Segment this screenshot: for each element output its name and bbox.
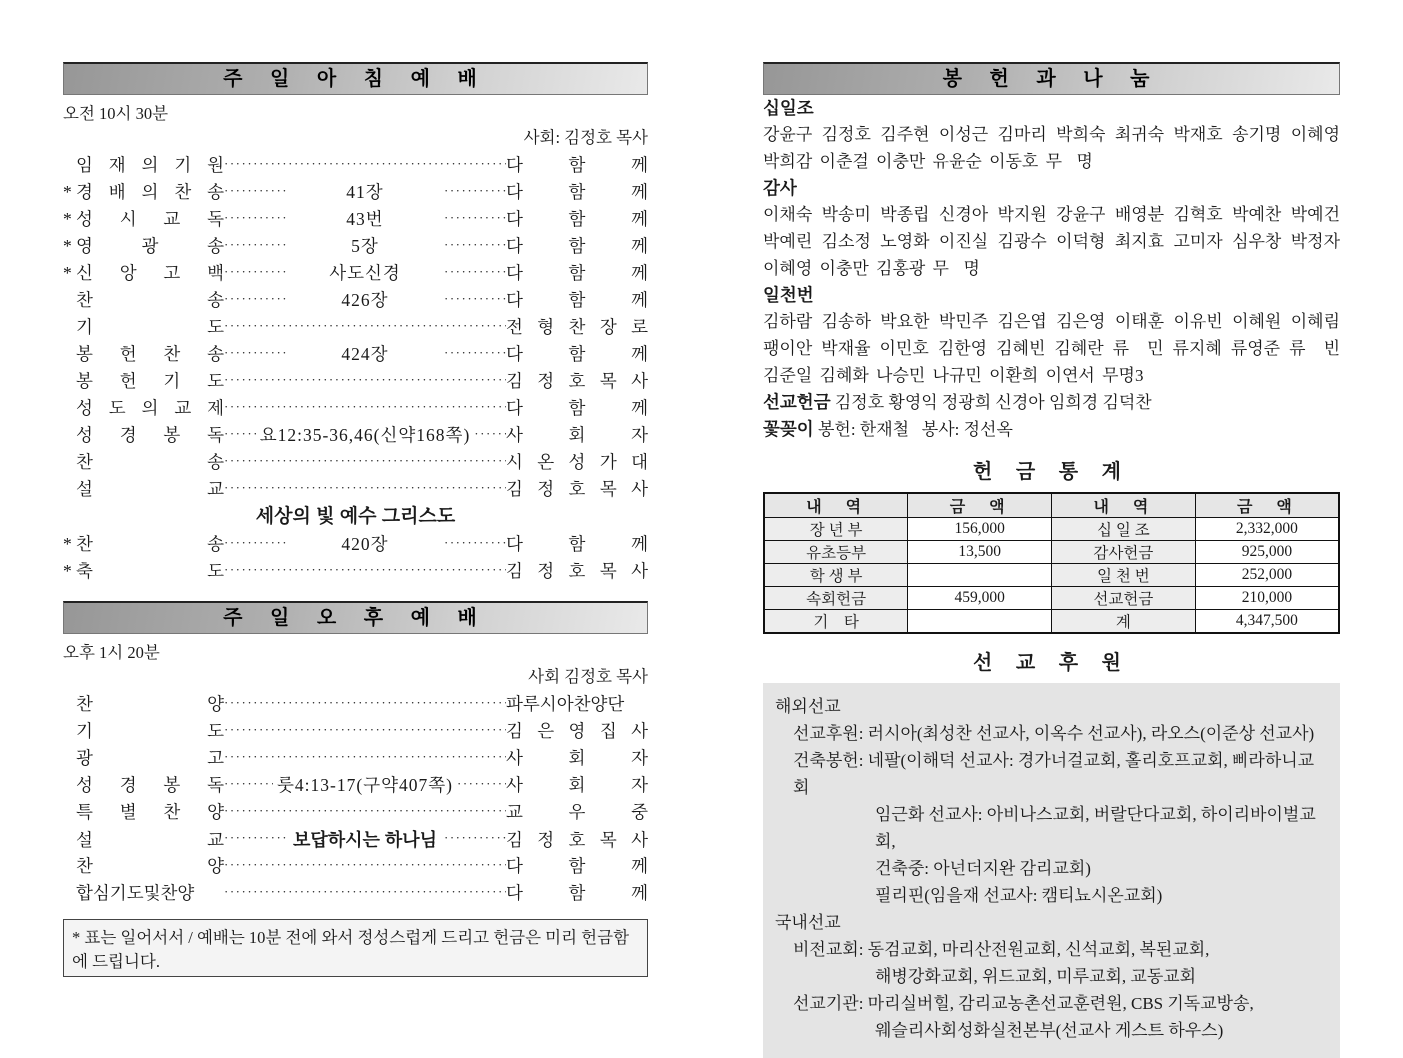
stats-category-cell: 유초등부 — [764, 541, 908, 564]
dot-leader — [224, 426, 256, 442]
worship-item-label: 찬 양 — [76, 694, 224, 714]
mission-detail-line: 건축중: 아넌더지완 감리교회) — [875, 859, 1091, 878]
worship-item-label: 신 앙 고 백 — [76, 263, 224, 283]
donor-names-line: 이혜영 이충만 김홍광 무 명 — [763, 259, 980, 278]
worship-item-detail: 사도신경 — [329, 263, 401, 283]
dot-leader — [224, 803, 506, 819]
worship-item-leader-name: 다 함 께 — [506, 883, 648, 903]
worship-row — [63, 799, 648, 826]
mission-group-heading: 해외선교 — [775, 697, 841, 716]
offering-header-bar — [763, 62, 1340, 95]
stand-marker: * — [63, 209, 72, 229]
morning-service-header-bar — [63, 62, 648, 95]
afternoon-service-time: 오후 1시 20분 — [63, 643, 160, 662]
worship-item-label: 성 도 의 교 제 — [76, 398, 224, 418]
dot-leader — [224, 399, 506, 415]
worship-item-leader-name: 다 함 께 — [506, 856, 648, 876]
dot-leader — [224, 480, 506, 496]
worship-item-leader-name: 시 온 성 가 대 — [506, 452, 648, 472]
afternoon-service-title: 주 일 오 후 예 배 — [223, 607, 488, 629]
sermon-title-inline: 보답하시는 하나님 — [292, 830, 438, 850]
offering-inline-row — [763, 389, 1340, 416]
worship-item-leader-name: 다 함 께 — [506, 236, 648, 256]
worship-item-leader-name: 다 함 께 — [506, 209, 648, 229]
worship-item-detail: 426장 — [341, 290, 389, 310]
worship-item-leader-name: 사 회 자 — [506, 775, 648, 795]
stand-marker: * — [63, 182, 72, 202]
worship-row — [63, 531, 648, 558]
stats-column-header: 금 액 — [908, 493, 1052, 518]
worship-item-label: 기 도 — [76, 721, 224, 741]
dot-leader — [444, 183, 506, 199]
worship-item-label: 봉 헌 기 도 — [76, 371, 224, 391]
worship-item-label: 경 배 의 찬 송 — [76, 182, 224, 202]
worship-row — [63, 772, 648, 799]
stats-amount-cell: 925,000 — [1195, 541, 1339, 564]
offering-stats-table — [763, 492, 1340, 634]
worship-row — [63, 341, 648, 368]
worship-item-leader-name: 사 회 자 — [506, 425, 648, 445]
dot-leader — [444, 830, 506, 846]
worship-item-leader-name: 다 함 께 — [506, 344, 648, 364]
dot-leader — [224, 156, 506, 172]
offering-section-heading: 선교헌금 — [763, 392, 831, 412]
dot-leader — [224, 318, 506, 334]
stand-marker: * — [63, 561, 72, 581]
stats-amount-cell: 210,000 — [1195, 587, 1339, 610]
mission-detail-line: 선교후원: 러시아(최성찬 선교사, 이옥수 선교사), 라오스(이준상 선교사) — [793, 724, 1315, 743]
dot-leader — [224, 830, 286, 846]
dot-leader — [457, 776, 506, 792]
worship-item-label: 설 교 — [76, 479, 224, 499]
morning-service-time: 오전 10시 30분 — [63, 104, 169, 123]
dot-leader — [444, 264, 506, 280]
offering-inline-text: 봉헌: 한재철 봉사: 정선옥 — [813, 420, 1013, 439]
stats-amount-cell: 4,347,500 — [1195, 610, 1339, 634]
stats-category-cell: 계 — [1052, 610, 1196, 634]
donor-names-line: 이채숙 박송미 박종립 신경아 박지원 강윤구 배영분 김혁호 박예찬 박예건 — [763, 205, 1340, 224]
stats-row — [764, 518, 1339, 541]
donor-names-line: 박예린 김소정 노영화 이진실 김광수 이덕형 최지효 고미자 심우창 박정자 — [763, 232, 1340, 251]
stats-category-cell: 일 천 번 — [1052, 564, 1196, 587]
offering-sections — [763, 95, 1340, 443]
worship-item-label: 특 별 찬 양 — [76, 802, 224, 822]
worship-row — [63, 853, 648, 880]
worship-item-detail: 41장 — [346, 182, 384, 202]
dot-leader — [224, 776, 273, 792]
dot-leader — [224, 453, 506, 469]
stats-column-header: 내 역 — [764, 493, 908, 518]
offering-inline-row — [763, 416, 1340, 443]
donor-names-line: 김하람 김송하 박요한 박민주 김은엽 김은영 이태훈 이유빈 이혜원 이혜림 — [763, 312, 1340, 331]
worship-item-leader-name: 김 정 호 목 사 — [506, 830, 648, 850]
stats-category-cell: 십 일 조 — [1052, 518, 1196, 541]
mission-detail-line: 필리핀(임을재 선교사: 캠티뇨시온교회) — [875, 886, 1163, 905]
stand-marker: * — [63, 263, 72, 283]
stand-marker: * — [63, 236, 72, 256]
stats-row — [764, 564, 1339, 587]
dot-leader — [444, 291, 506, 307]
dot-leader — [444, 210, 506, 226]
stats-amount-cell: 13,500 — [908, 541, 1052, 564]
morning-service-presider: 사회: 김정호 목사 — [523, 128, 648, 147]
dot-leader — [224, 749, 506, 765]
mission-group-heading: 국내선교 — [775, 913, 841, 932]
stats-category-cell: 감사헌금 — [1052, 541, 1196, 564]
stats-row — [764, 610, 1339, 634]
worship-item-label: 봉 헌 찬 송 — [76, 344, 224, 364]
stats-table-body — [764, 518, 1339, 634]
mission-detail-line: 웨슬리사회성화실천본부(선교사 게스트 하우스) — [875, 1021, 1224, 1040]
worship-item-leader-name: 사 회 자 — [506, 748, 648, 768]
mission-detail-line: 비전교회: 동검교회, 마리산전원교회, 신석교회, 복된교회, — [793, 940, 1210, 959]
worship-row — [63, 422, 648, 449]
bulletin-left-page — [63, 62, 648, 977]
dot-leader — [224, 345, 286, 361]
stats-row — [764, 541, 1339, 564]
worship-item-label: 성 시 교 독 — [76, 209, 224, 229]
worship-item-detail: 룻4:13-17(구약407쪽) — [277, 775, 453, 795]
worship-row — [63, 206, 648, 233]
sermon-title: 세상의 빛 예수 그리스도 — [255, 506, 456, 527]
stats-category-cell: 선교헌금 — [1052, 587, 1196, 610]
offering-title: 봉 헌 과 나 눔 — [942, 68, 1161, 90]
stats-category-cell: 장 년 부 — [764, 518, 908, 541]
offering-section-heading: 십일조 — [763, 98, 814, 118]
offering-section-heading: 일천번 — [763, 285, 814, 305]
worship-row — [63, 558, 648, 585]
dot-leader — [224, 210, 286, 226]
stats-amount-cell: 156,000 — [908, 518, 1052, 541]
worship-row — [63, 179, 648, 206]
worship-item-detail: 5장 — [351, 236, 379, 256]
worship-row — [63, 233, 648, 260]
dot-leader — [224, 535, 286, 551]
worship-item-label: 광 고 — [76, 748, 224, 768]
dot-leader — [444, 535, 506, 551]
morning-service-title: 주 일 아 침 예 배 — [223, 68, 488, 90]
donor-names-line: 팽이안 박재율 이민호 김한영 김혜빈 김혜란 류 민 류지혜 류영준 류 빈 — [763, 339, 1340, 358]
mission-detail-line: 건축봉헌: 네팔(이해덕 선교사: 경가너걸교회, 홀리호프교회, 삐라하니교회 — [793, 751, 1315, 797]
worship-row — [63, 449, 648, 476]
stats-amount-cell — [908, 564, 1052, 587]
dot-leader — [224, 695, 506, 711]
stats-category-cell: 속회헌금 — [764, 587, 908, 610]
worship-item-leader-name: 다 함 께 — [506, 290, 648, 310]
mission-detail-line: 해병강화교회, 위드교회, 미루교회, 교동교회 — [875, 967, 1197, 986]
mission-detail-line: 임근화 선교사: 아비나스교회, 버랄단다교회, 하이리바이벌교회, — [875, 805, 1316, 851]
stats-amount-cell — [908, 610, 1052, 634]
worship-row — [63, 476, 648, 503]
worship-item-label: 찬 양 — [76, 856, 224, 876]
worship-item-leader-name: 다 함 께 — [506, 398, 648, 418]
worship-item-label: 설 교 — [76, 830, 224, 850]
stand-marker: * — [63, 534, 72, 554]
worship-row — [63, 260, 648, 287]
worship-item-label: 영 광 송 — [76, 236, 224, 256]
dot-leader — [444, 345, 506, 361]
afternoon-worship-order — [63, 691, 648, 907]
service-footnote: * 표는 일어서서 / 예배는 10분 전에 와서 정성스럽게 드리고 헌금은 미리 헌금함에 드립니다. — [63, 919, 648, 977]
donor-names-line: 박희감 이춘걸 이충만 유윤순 이동호 무 명 — [763, 152, 1093, 171]
worship-row — [63, 152, 648, 179]
worship-item-label: 찬 송 — [76, 534, 224, 554]
worship-item-label: 임 재 의 기 원 — [76, 155, 224, 175]
dot-leader — [224, 183, 286, 199]
worship-item-leader-name: 김 정 호 목 사 — [506, 561, 648, 581]
worship-item-leader-name: 교 우 중 — [506, 802, 648, 822]
worship-row — [63, 691, 648, 718]
worship-item-detail: 43번 — [346, 209, 384, 229]
dot-leader — [224, 722, 506, 738]
worship-item-leader-name: 다 함 께 — [506, 182, 648, 202]
morning-worship-order — [63, 152, 648, 585]
stats-row — [764, 587, 1339, 610]
worship-item-detail: 420장 — [341, 534, 389, 554]
donor-names-line: 강윤구 김정호 김주현 이성근 김마리 박희숙 최귀숙 박재호 송기명 이혜영 — [763, 125, 1340, 144]
worship-row — [63, 718, 648, 745]
offering-section-heading: 감사 — [763, 178, 797, 198]
dot-leader — [224, 884, 506, 900]
worship-item-leader-name: 파루시아찬양단 — [506, 694, 625, 714]
stats-column-header: 금 액 — [1195, 493, 1339, 518]
afternoon-service-presider: 사회 김정호 목사 — [528, 667, 648, 686]
stats-amount-cell: 459,000 — [908, 587, 1052, 610]
stats-amount-cell: 252,000 — [1195, 564, 1339, 587]
dot-leader — [444, 237, 506, 253]
worship-row — [63, 368, 648, 395]
worship-row — [63, 395, 648, 422]
dot-leader — [224, 372, 506, 388]
worship-item-label: 축 도 — [76, 561, 224, 581]
worship-item-leader-name: 전 형 찬 장 로 — [506, 317, 648, 337]
worship-item-label: 성 경 봉 독 — [76, 425, 224, 445]
stats-amount-cell: 2,332,000 — [1195, 518, 1339, 541]
offering-section-heading: 꽃꽂이 — [763, 419, 814, 439]
mission-title: 선 교 후 원 — [973, 652, 1130, 674]
mission-support-box — [763, 683, 1340, 1058]
dot-leader — [224, 857, 506, 873]
worship-item-detail: 424장 — [341, 344, 389, 364]
worship-item-label: 합심기도및찬양 — [76, 883, 195, 903]
dot-leader — [224, 291, 286, 307]
mission-detail-line: 선교기관: 마리실버힐, 감리교농촌선교훈련원, CBS 기독교방송, — [793, 994, 1254, 1013]
worship-row — [63, 314, 648, 341]
worship-item-label: 찬 송 — [76, 290, 224, 310]
dot-leader — [224, 264, 286, 280]
afternoon-service-header-bar — [63, 601, 648, 634]
worship-item-leader-name: 김 은 영 집 사 — [506, 721, 648, 741]
stats-table-head — [764, 493, 1339, 518]
worship-item-leader-name: 다 함 께 — [506, 155, 648, 175]
worship-item-leader-name: 다 함 께 — [506, 263, 648, 283]
stats-category-cell: 학 생 부 — [764, 564, 908, 587]
worship-item-label: 성 경 봉 독 — [76, 775, 224, 795]
offering-inline-text: 김정호 황영익 정광희 신경아 임희경 김덕찬 — [830, 393, 1152, 412]
worship-item-leader-name: 김 정 호 목 사 — [506, 479, 648, 499]
worship-row — [63, 745, 648, 772]
worship-item-leader-name: 김 정 호 목 사 — [506, 371, 648, 391]
worship-item-detail: 요12:35-36,46(신약168쪽) — [259, 425, 471, 445]
worship-item-label: 기 도 — [76, 317, 224, 337]
dot-leader — [474, 426, 506, 442]
donor-names-line: 김준일 김혜화 나승민 나규민 이환희 이연서 무명3 — [763, 366, 1144, 385]
stats-title: 헌 금 통 계 — [973, 461, 1130, 483]
worship-row — [63, 826, 648, 853]
worship-item-label: 찬 송 — [76, 452, 224, 472]
bulletin-right-page — [763, 62, 1340, 1058]
stats-category-cell: 기 타 — [764, 610, 908, 634]
stats-column-header: 내 역 — [1052, 493, 1196, 518]
worship-row — [63, 287, 648, 314]
worship-item-leader-name: 다 함 께 — [506, 534, 648, 554]
dot-leader — [224, 237, 286, 253]
worship-row — [63, 880, 648, 907]
dot-leader — [224, 562, 506, 578]
